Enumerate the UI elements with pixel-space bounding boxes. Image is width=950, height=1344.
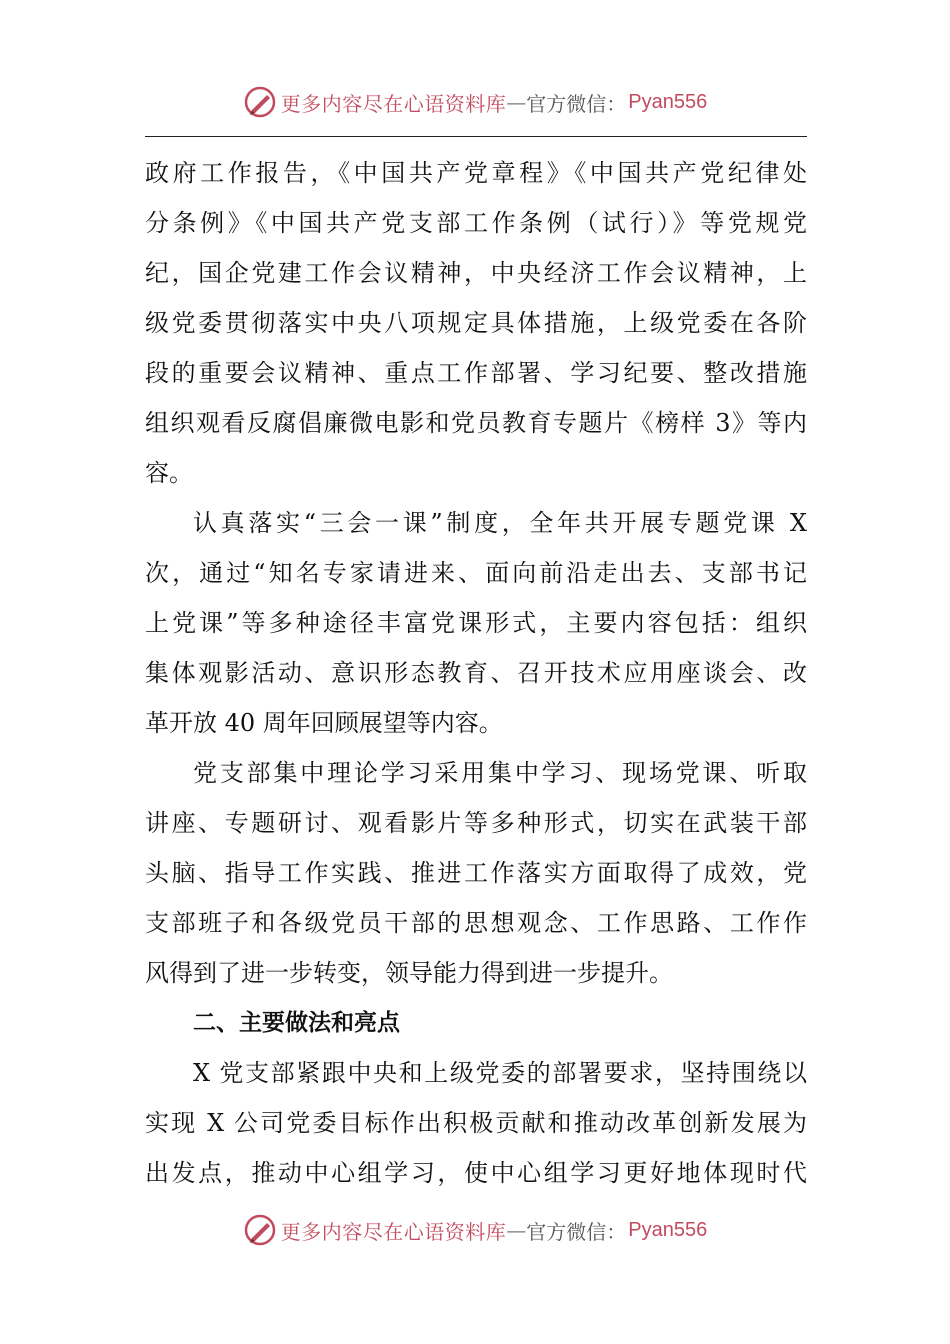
text-line: X 党支部紧跟中央和上级党委的部署要求，坚持围绕以: [193, 1059, 807, 1087]
banner-separator: —: [506, 1218, 527, 1242]
text-line: 党支部集中理论学习采用集中学习、现场党课、听取: [193, 759, 807, 787]
text-line: 实现 X 公司党委目标作出积极贡献和推动改革创新发展为: [145, 1109, 807, 1137]
text-line: 集体观影活动、意识形态教育、召开技术应用座谈会、改: [145, 659, 807, 687]
text-line: 认真落实“三会一课”制度，全年共开展专题党课 X: [193, 509, 807, 537]
text-line: 支部班子和各级党员干部的思想观念、工作思路、工作作: [145, 909, 807, 937]
text-line: 分条例》《中国共产党支部工作条例（试行）》等党规党: [145, 209, 807, 237]
pen-logo-icon: [243, 85, 277, 119]
footer-banner: [0, 1210, 950, 1250]
text-line: 纪，国企党建工作会议精神，中央经济工作会议精神，上: [145, 259, 807, 287]
header-banner: [0, 82, 950, 122]
banner-text: 更多内容尽在心语资料库: [280, 91, 507, 116]
banner-wechat-id: Pyan556: [628, 1218, 708, 1241]
text-line: 组织观看反腐倡廉微电影和党员教育专题片《榜样 3》等内: [145, 409, 807, 437]
banner-wechat-id: Pyan556: [628, 90, 708, 113]
text-line: 上党课”等多种途径丰富党课形式，主要内容包括：组织: [145, 609, 807, 637]
banner-wechat-label: 官方微信：: [526, 1219, 627, 1244]
text-line: 级党委贯彻落实中央八项规定具体措施，上级党委在各阶: [145, 309, 807, 337]
text-line: 革开放 40 周年回顾展望等内容。: [145, 709, 503, 737]
banner-text: 更多内容尽在心语资料库: [280, 1219, 507, 1244]
document-body: [145, 148, 807, 1198]
banner-separator: —: [506, 90, 527, 114]
text-line: 次，通过“知名专家请进来、面向前沿走出去、支部书记: [145, 559, 807, 587]
pen-logo-icon: [243, 1213, 277, 1247]
banner-wechat-label: 官方微信：: [526, 91, 627, 116]
text-line: 讲座、专题研讨、观看影片等多种形式，切实在武装干部: [145, 809, 807, 837]
section-heading: 二、主要做法和亮点: [193, 1010, 400, 1036]
text-line: 容。: [145, 459, 193, 487]
text-line: 段的重要会议精神、重点工作部署、学习纪要、整改措施: [145, 359, 807, 387]
header-rule: [145, 136, 807, 137]
text-line: 政府工作报告，《中国共产党章程》《中国共产党纪律处: [145, 159, 807, 187]
text-line: 出发点，推动中心组学习，使中心组学习更好地体现时代: [145, 1159, 807, 1187]
text-line: 头脑、指导工作实践、推进工作落实方面取得了成效，党: [145, 859, 807, 887]
text-line: 风得到了进一步转变，领导能力得到进一步提升。: [145, 959, 673, 987]
